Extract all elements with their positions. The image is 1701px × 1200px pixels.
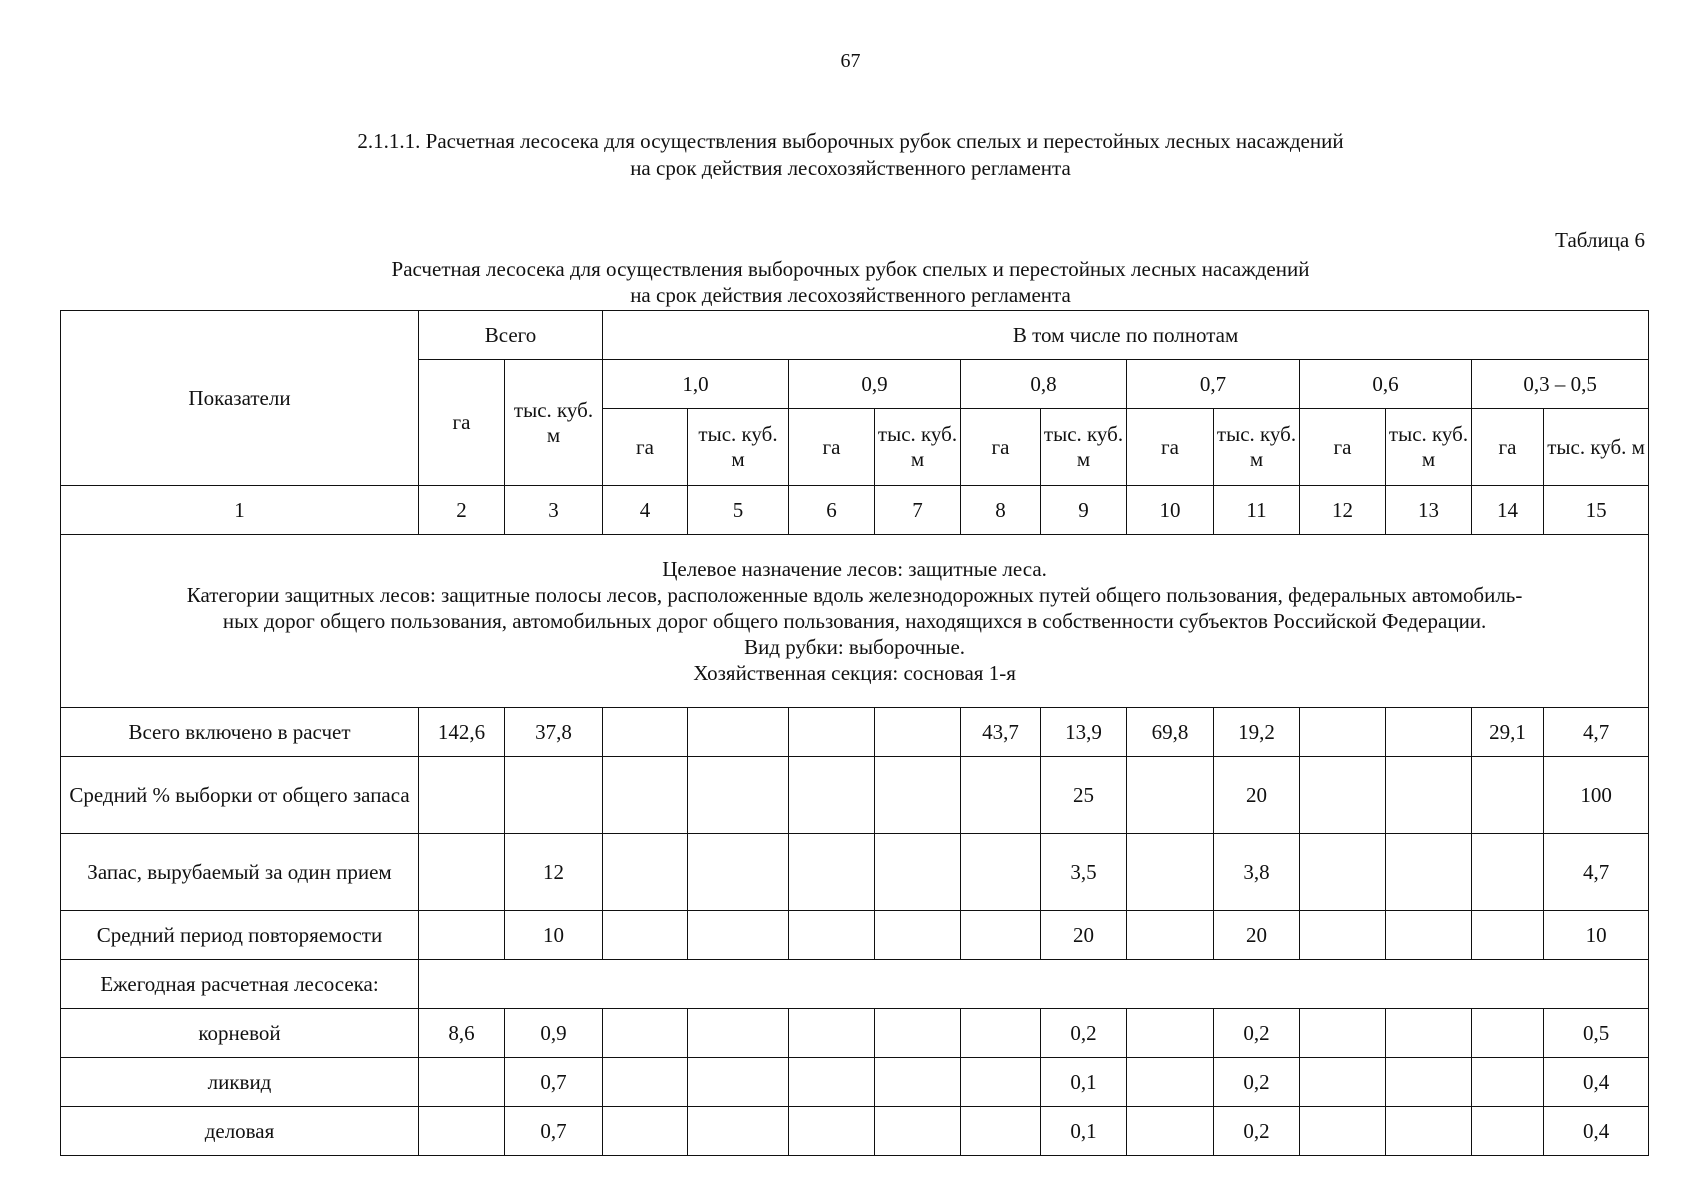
row-label: Ежегодная расчетная лесосека:: [61, 960, 419, 1009]
table-cell: 0,2: [1214, 1009, 1300, 1058]
allowable-cut-table: [60, 310, 1649, 1156]
table-cell: [688, 1107, 789, 1156]
header-unit-volume: тыс. куб. м: [875, 409, 961, 486]
table-row: [61, 1009, 1649, 1058]
table-cell: [1386, 1107, 1472, 1156]
table-cell: 4,7: [1544, 834, 1649, 911]
row-label: ликвид: [61, 1058, 419, 1107]
table-cell: [603, 1009, 688, 1058]
table-cell: 13,9: [1041, 708, 1127, 757]
table-cell: [875, 1107, 961, 1156]
table-row: [61, 757, 1649, 834]
table-cell: [1127, 834, 1214, 911]
header-unit-ha: га: [419, 360, 505, 486]
section-heading: [0, 128, 1701, 182]
table-cell: [1127, 1009, 1214, 1058]
header-unit-volume: тыс. куб. м: [1214, 409, 1300, 486]
header-density: 0,3 – 0,5: [1472, 360, 1649, 409]
header-total: Всего: [419, 311, 603, 360]
table-cell: 3,8: [1214, 834, 1300, 911]
table-cell: [961, 757, 1041, 834]
table-cell: [1127, 1058, 1214, 1107]
header-unit-ha: га: [1127, 409, 1214, 486]
table-cell: 0,9: [505, 1009, 603, 1058]
column-number: 14: [1472, 486, 1544, 535]
section-description-row: [61, 535, 1649, 708]
page-number: 67: [840, 50, 861, 72]
table-cell: [603, 1058, 688, 1107]
table-cell: [603, 911, 688, 960]
table-cell: 0,2: [1214, 1107, 1300, 1156]
table-cell: [875, 1058, 961, 1107]
table-cell: 142,6: [419, 708, 505, 757]
table-cell: 43,7: [961, 708, 1041, 757]
header-unit-ha: га: [1300, 409, 1386, 486]
table-cell: [1300, 911, 1386, 960]
table-cell: [789, 757, 875, 834]
table-cell: [1386, 757, 1472, 834]
table-cell: [603, 708, 688, 757]
row-label: Средний период повторяемости: [61, 911, 419, 960]
column-number: 2: [419, 486, 505, 535]
row-label: Средний % выборки от общего запаса: [61, 757, 419, 834]
table-cell: [1386, 911, 1472, 960]
table-cell: [1472, 1009, 1544, 1058]
table-cell: [1300, 708, 1386, 757]
table-cell: 10: [505, 911, 603, 960]
table-cell: 8,6: [419, 1009, 505, 1058]
table-cell: [1300, 1107, 1386, 1156]
table-row: [61, 708, 1649, 757]
table-cell: [1472, 1107, 1544, 1156]
header-unit-ha: га: [1472, 409, 1544, 486]
header-row: [61, 311, 1649, 360]
table-cell: 10: [1544, 911, 1649, 960]
table-cell: [961, 834, 1041, 911]
column-number: 5: [688, 486, 789, 535]
table-cell: [961, 911, 1041, 960]
table-cell: 4,7: [1544, 708, 1649, 757]
header-unit-volume: тыс. куб. м: [688, 409, 789, 486]
table-label: Таблица 6: [1555, 228, 1645, 252]
table-cell: 0,4: [1544, 1107, 1649, 1156]
table-cell: 29,1: [1472, 708, 1544, 757]
table-cell: 12: [505, 834, 603, 911]
header-by-density: В том числе по полнотам: [603, 311, 1649, 360]
column-number: 4: [603, 486, 688, 535]
table-cell: 69,8: [1127, 708, 1214, 757]
table-row: [61, 911, 1649, 960]
table-cell: [1127, 911, 1214, 960]
table-cell: [419, 960, 1649, 1009]
header-density: 0,7: [1127, 360, 1300, 409]
header-unit-ha: га: [961, 409, 1041, 486]
table-cell: [419, 757, 505, 834]
table-cell: [1386, 1009, 1472, 1058]
table-cell: 20: [1214, 911, 1300, 960]
table-cell: [1472, 911, 1544, 960]
table-cell: [1386, 834, 1472, 911]
table-cell: [961, 1009, 1041, 1058]
row-label: корневой: [61, 1009, 419, 1058]
table-cell: [1300, 834, 1386, 911]
table-cell: [688, 911, 789, 960]
table-cell: [603, 1107, 688, 1156]
table-row: [61, 1107, 1649, 1156]
section-line: ных дорог общего пользования, автомобильных дорог общего пользования, находящихся в собственности субъектов Российской Федерации.: [222, 609, 1487, 633]
column-number: 12: [1300, 486, 1386, 535]
column-number: 10: [1127, 486, 1214, 535]
row-label: деловая: [61, 1107, 419, 1156]
table-cell: [789, 1058, 875, 1107]
table-row: [61, 1058, 1649, 1107]
table-cell: 19,2: [1214, 708, 1300, 757]
table-cell: [875, 1009, 961, 1058]
table-cell: [419, 834, 505, 911]
column-number: 7: [875, 486, 961, 535]
table-cell: 0,1: [1041, 1058, 1127, 1107]
table-cell: [603, 757, 688, 834]
table-cell: 3,5: [1041, 834, 1127, 911]
table-cell: [789, 1107, 875, 1156]
table-cell: 0,7: [505, 1058, 603, 1107]
table-cell: [419, 1107, 505, 1156]
table-cell: [688, 1009, 789, 1058]
header-unit-ha: га: [603, 409, 688, 486]
column-number: 15: [1544, 486, 1649, 535]
table-cell: [1472, 757, 1544, 834]
table-cell: [1386, 708, 1472, 757]
table-caption: [0, 256, 1701, 308]
table-cell: 0,4: [1544, 1058, 1649, 1107]
table-cell: [789, 1009, 875, 1058]
section-heading-line: на срок действия лесохозяйственного регламента: [630, 156, 1071, 180]
table-cell: [505, 757, 603, 834]
section-line: Вид рубки: выборочные.: [744, 635, 966, 659]
header-density: 0,9: [789, 360, 961, 409]
column-number: 1: [61, 486, 419, 535]
table-cell: 20: [1041, 911, 1127, 960]
section-line: Хозяйственная секция: сосновая 1-я: [693, 661, 1016, 685]
table-cell: [1127, 757, 1214, 834]
column-number: 3: [505, 486, 603, 535]
table-cell: [961, 1058, 1041, 1107]
table-cell: 0,2: [1041, 1009, 1127, 1058]
table-cell: [688, 708, 789, 757]
table-cell: [603, 834, 688, 911]
header-density: 0,8: [961, 360, 1127, 409]
column-number: 9: [1041, 486, 1127, 535]
table-cell: [1472, 1058, 1544, 1107]
table-cell: [688, 757, 789, 834]
table-row: [61, 834, 1649, 911]
table-cell: [1386, 1058, 1472, 1107]
table-cell: 37,8: [505, 708, 603, 757]
header-unit-volume: тыс. куб. м: [1544, 409, 1649, 486]
table-cell: 100: [1544, 757, 1649, 834]
header-unit-volume: тыс. куб. м: [505, 360, 603, 486]
section-heading-line: 2.1.1.1. Расчетная лесосека для осуществления выборочных рубок спелых и перестойных лесных насаждений: [357, 129, 1344, 153]
table-cell: [419, 1058, 505, 1107]
table-cell: [875, 834, 961, 911]
table-cell: 0,1: [1041, 1107, 1127, 1156]
row-label: Всего включено в расчет: [61, 708, 419, 757]
column-number: 13: [1386, 486, 1472, 535]
table-cell: [789, 911, 875, 960]
table-cell: [419, 911, 505, 960]
header-indicators: Показатели: [61, 311, 419, 486]
table-cell: [688, 834, 789, 911]
table-cell: [875, 911, 961, 960]
header-unit-volume: тыс. куб. м: [1041, 409, 1127, 486]
header-density: 1,0: [603, 360, 789, 409]
table-cell: [1300, 1009, 1386, 1058]
table-cell: 20: [1214, 757, 1300, 834]
column-number-row: [61, 486, 1649, 535]
table-cell: [688, 1058, 789, 1107]
table-row: [61, 960, 1649, 1009]
table-cell: [1300, 1058, 1386, 1107]
row-label: Запас, вырубаемый за один прием: [61, 834, 419, 911]
table-cell: [1472, 834, 1544, 911]
table-cell: [961, 1107, 1041, 1156]
header-unit-volume: тыс. куб. м: [1386, 409, 1472, 486]
table-cell: [875, 708, 961, 757]
table-caption-line: на срок действия лесохозяйственного регламента: [630, 283, 1071, 307]
table-cell: [1300, 757, 1386, 834]
column-number: 11: [1214, 486, 1300, 535]
table-cell: 0,7: [505, 1107, 603, 1156]
header-density: 0,6: [1300, 360, 1472, 409]
table-cell: [875, 757, 961, 834]
table-cell: 0,5: [1544, 1009, 1649, 1058]
table-cell: [789, 834, 875, 911]
section-description: [61, 535, 1649, 708]
header-unit-ha: га: [789, 409, 875, 486]
table-caption-line: Расчетная лесосека для осуществления выборочных рубок спелых и перестойных лесных насаждений: [391, 257, 1310, 281]
table-cell: 0,2: [1214, 1058, 1300, 1107]
table-cell: [1127, 1107, 1214, 1156]
table-cell: [789, 708, 875, 757]
column-number: 6: [789, 486, 875, 535]
column-number: 8: [961, 486, 1041, 535]
section-line: Категории защитных лесов: защитные полосы лесов, расположенные вдоль железнодорожных путей общего пользования, федеральных автомобиль-: [186, 583, 1523, 607]
table-cell: 25: [1041, 757, 1127, 834]
section-line: Целевое назначение лесов: защитные леса.: [662, 557, 1047, 581]
